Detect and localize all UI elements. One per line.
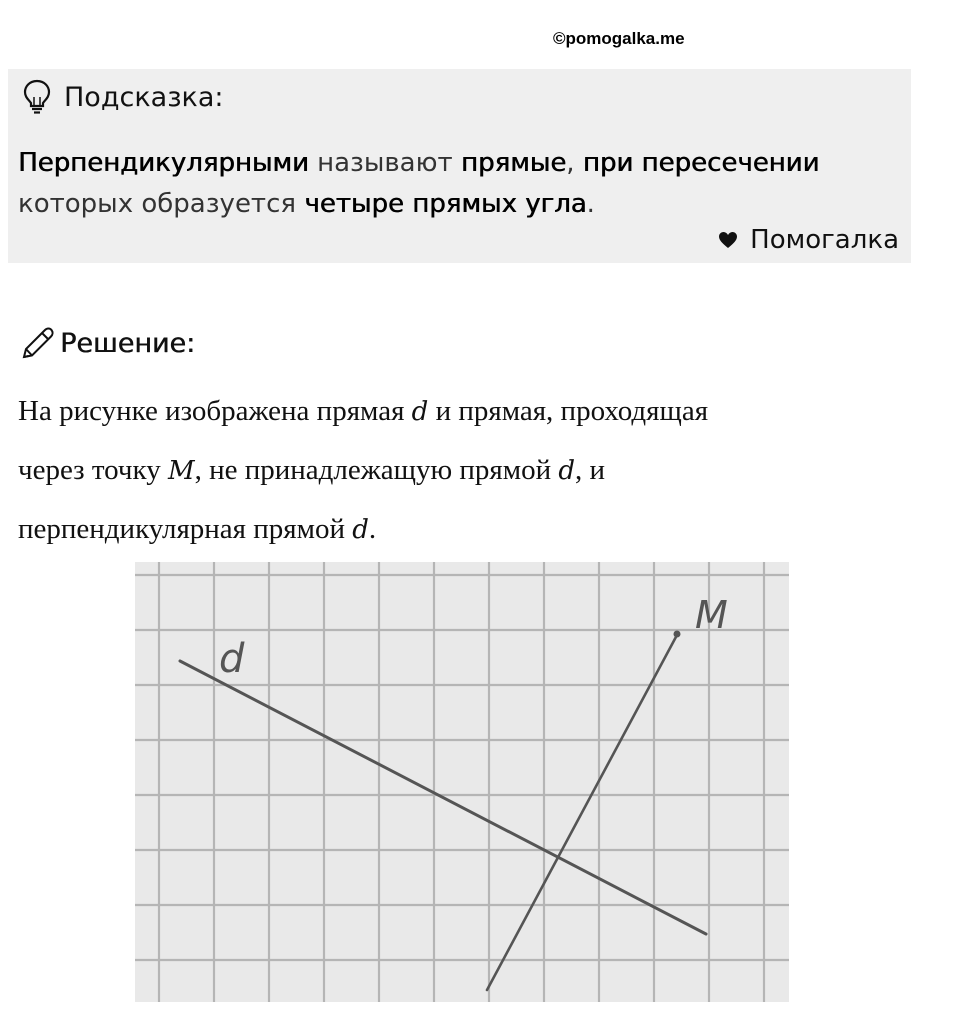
lightbulb-icon: [22, 79, 52, 115]
solution-line-1: [18, 382, 918, 441]
solution-title: Решение:: [60, 327, 196, 359]
label-m: M: [695, 593, 728, 637]
hint-text-part: .: [586, 189, 595, 219]
watermark: ©pomogalka.me: [553, 29, 685, 48]
hint-text-part: ,: [566, 148, 583, 178]
solution-text-part: , не принадлежащую прямой: [194, 454, 559, 486]
hint-text-part: которых образуется: [18, 189, 305, 219]
solution-header: [20, 325, 195, 361]
hint-footer: [718, 225, 899, 255]
pencil-icon: [20, 325, 54, 361]
solution-text-part: На рисунке изображена прямая: [18, 395, 412, 427]
hint-footer-label: Помогалка: [750, 225, 899, 255]
solution-text-part: , и: [575, 454, 606, 486]
var-m: M: [167, 456, 195, 486]
term-intersection: при пересечении: [582, 148, 820, 178]
hint-box: [8, 69, 911, 263]
hint-title: Подсказка:: [64, 81, 224, 113]
grid-paper: [135, 562, 789, 1002]
var-d: d: [558, 456, 576, 486]
grid-figure: [135, 562, 789, 1002]
hint-header: [22, 79, 224, 115]
hint-text-part: называют: [308, 148, 461, 178]
var-d: d: [411, 397, 429, 427]
solution-text: [18, 382, 918, 559]
var-d: d: [352, 515, 369, 545]
solution-text-part: перпендикулярная прямой: [18, 513, 353, 545]
solution-line-3: [18, 500, 918, 559]
heart-icon: [718, 231, 738, 249]
hint-text: [18, 143, 898, 225]
term-lines: прямые: [460, 148, 567, 178]
point-m: [674, 631, 681, 638]
solution-text-part: .: [368, 513, 377, 545]
solution-text-part: через точку: [18, 454, 168, 486]
term-perpendicular: Перпендикулярными: [18, 148, 309, 178]
solution-text-part: и прямая, проходящая: [428, 395, 709, 427]
solution-line-2: [18, 441, 918, 500]
term-right-angles: четыре прямых угла: [304, 189, 587, 219]
label-d: d: [219, 636, 245, 682]
